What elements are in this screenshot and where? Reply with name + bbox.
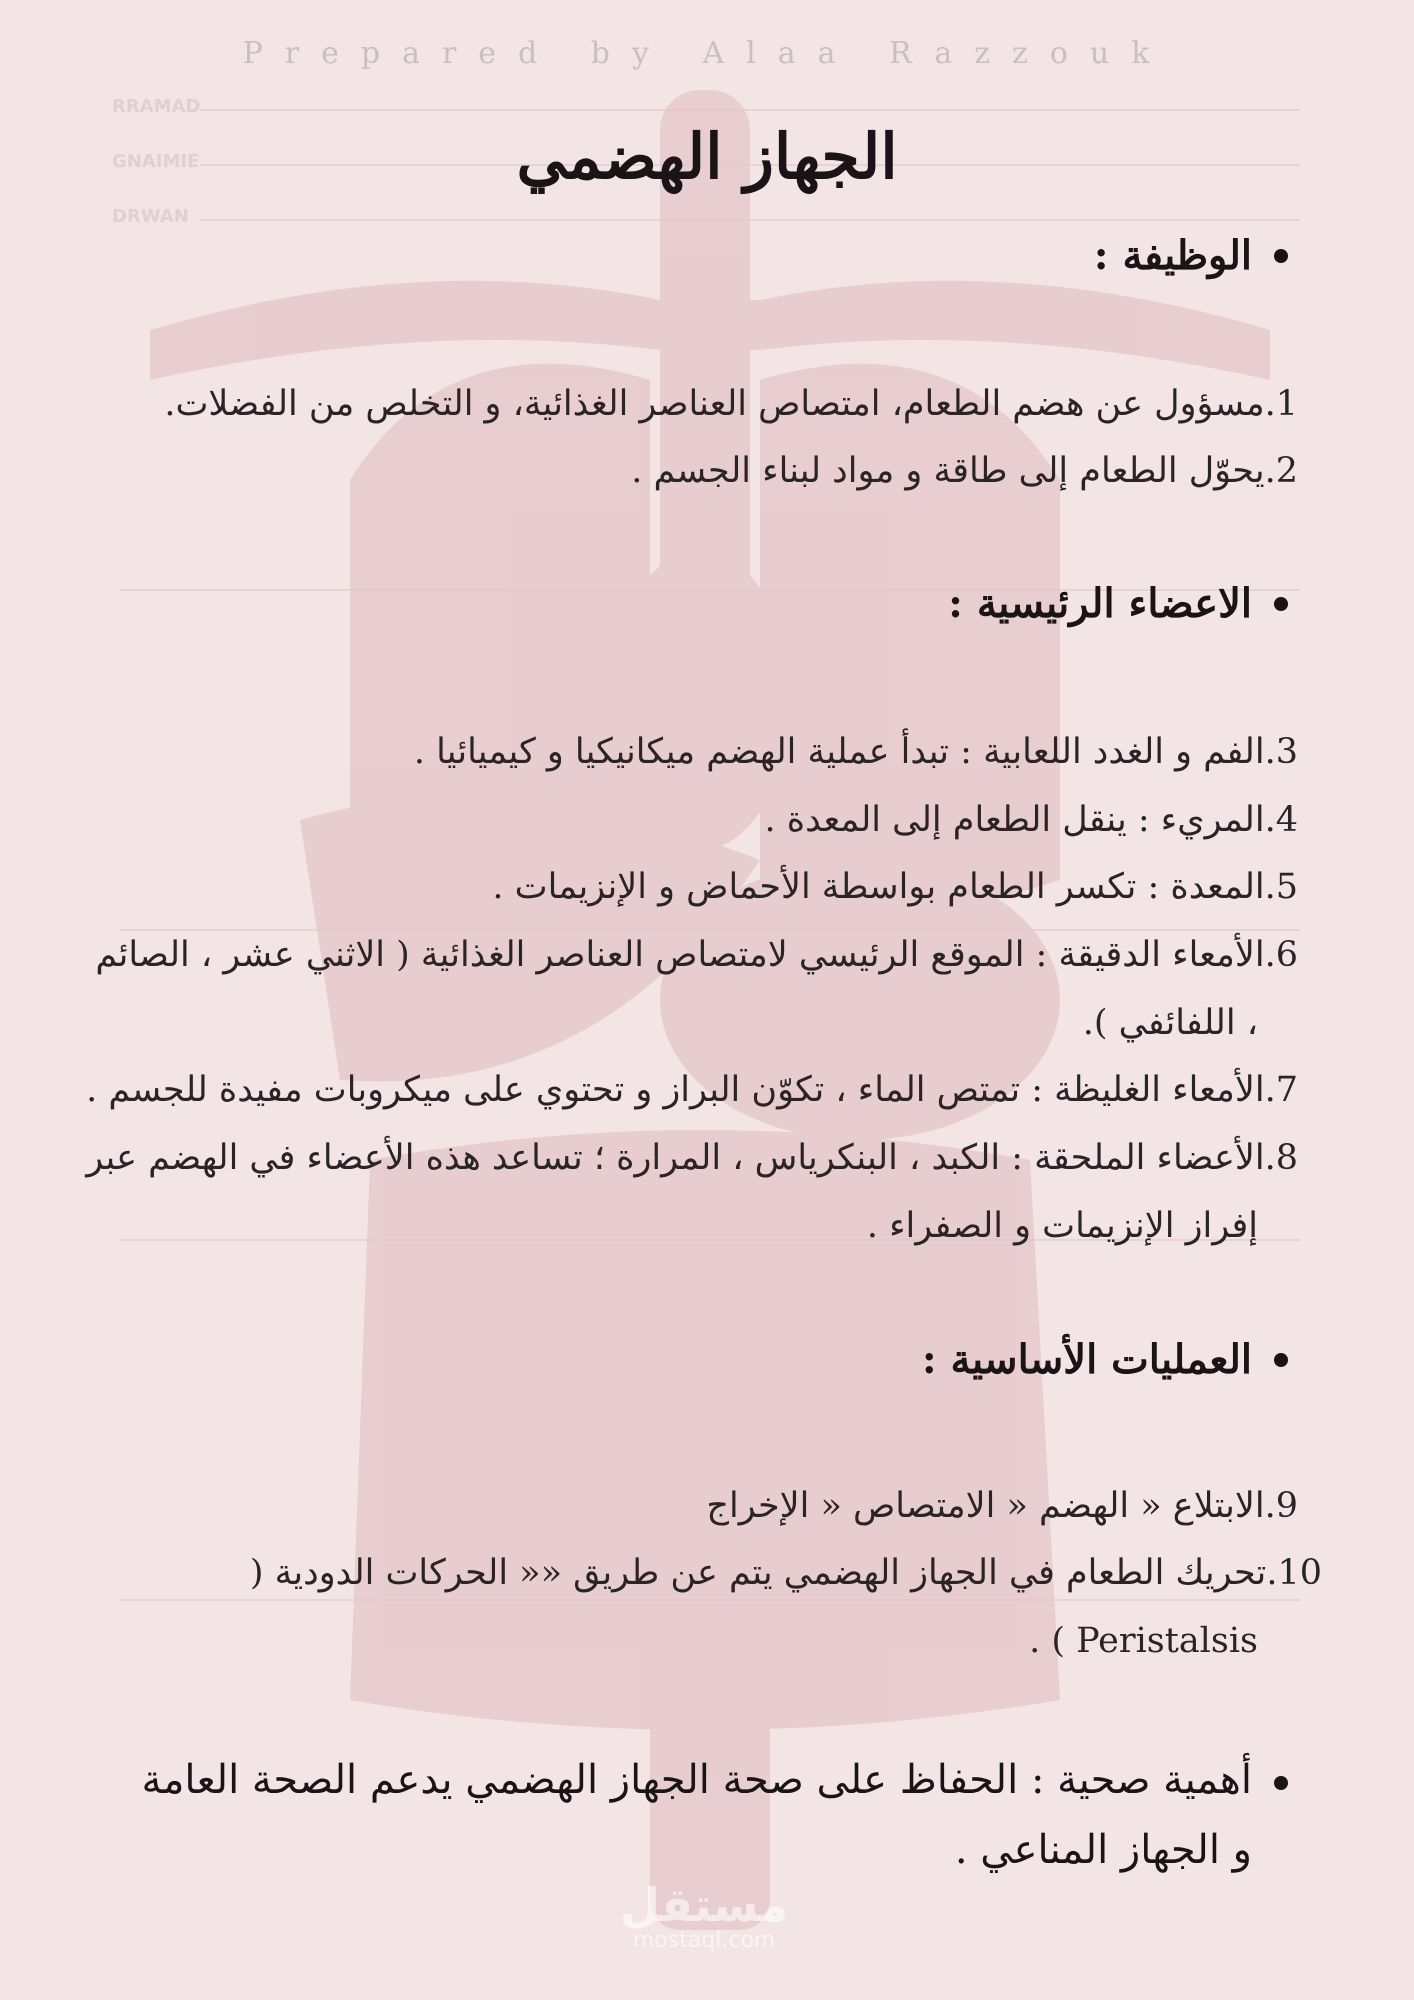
section-heading-processes	[922, 1336, 1288, 1383]
list-item	[30, 1472, 1298, 1540]
item-number: 10.	[1266, 1553, 1322, 1593]
bullet-icon	[1274, 1776, 1288, 1790]
item-text-continuation: إفراز الإنزيمات و الصفراء .	[866, 1206, 1258, 1246]
list-item	[30, 786, 1298, 854]
item-text: تحريك الطعام في الجهاز الهضمي يتم عن طريق «« الحركات الدودية (	[249, 1553, 1267, 1593]
item-text-continuation: ، اللفائفي ).	[1082, 1003, 1258, 1043]
item-number: 2.	[1264, 451, 1298, 491]
item-text: الابتلاع « الهضم « الامتصاص « الإخراج	[706, 1486, 1265, 1526]
health-importance	[54, 1745, 1288, 1885]
brand-watermark	[620, 1878, 789, 1953]
health-text-continuation: و الجهاز المناعي .	[954, 1827, 1252, 1873]
item-text: الأمعاء الدقيقة : الموقع الرئيسي لامتصاص العناصر الغذائية ( الاثني عشر ، الصائم	[95, 935, 1265, 975]
item-number: 9.	[1264, 1486, 1298, 1526]
list-item	[30, 921, 1298, 1057]
bullet-icon	[1274, 249, 1288, 263]
item-text: الفم و الغدد اللعابية : تبدأ عملية الهضم ميكانيكيا و كيميائيا .	[413, 732, 1265, 772]
bg-label-1: RRAMAD	[112, 96, 201, 117]
bullet-icon	[1274, 1353, 1288, 1367]
list-item	[30, 853, 1298, 921]
health-text: أهمية صحية : الحفاظ على صحة الجهاز الهضمي يدعم الصحة العامة	[141, 1757, 1252, 1803]
item-number: 3.	[1264, 732, 1298, 772]
item-text-continuation: Peristalsis ) .	[1029, 1621, 1258, 1661]
item-number: 5.	[1264, 867, 1298, 907]
section-heading-function	[1094, 232, 1288, 279]
item-text: مسؤول عن هضم الطعام، امتصاص العناصر الغذائية، و التخلص من الفضلات.	[164, 384, 1265, 424]
brand-logo: مستقل	[620, 1878, 789, 1932]
list-item	[30, 437, 1298, 505]
item-number: 6.	[1264, 935, 1298, 975]
list-item	[30, 1124, 1298, 1260]
bullet-icon	[1274, 597, 1288, 611]
item-text: الأعضاء الملحقة : الكبد ، البنكرياس ، المرارة ؛ تساعد هذه الأعضاء في الهضم عبر	[86, 1138, 1265, 1178]
item-number: 8.	[1264, 1138, 1298, 1178]
section-heading-label: العمليات الأساسية :	[921, 1336, 1252, 1383]
author-credit: Prepared by Alaa Razzouk	[242, 36, 1172, 71]
section-heading-organs	[948, 580, 1288, 627]
list-item	[30, 1539, 1322, 1675]
list-item	[30, 718, 1298, 786]
item-number: 1.	[1264, 384, 1298, 424]
section-heading-label: الاعضاء الرئيسية :	[948, 580, 1252, 627]
bg-label-2: GNAIMIE	[112, 151, 200, 172]
item-text: المريء : ينقل الطعام إلى المعدة .	[764, 800, 1265, 840]
item-text: المعدة : تكسر الطعام بواسطة الأحماض و الإنزيمات .	[492, 867, 1265, 907]
section-heading-label: الوظيفة :	[1093, 232, 1252, 279]
list-item	[30, 370, 1298, 438]
item-text: الأمعاء الغليظة : تمتص الماء ، تكوّن البراز و تحتوي على ميكروبات مفيدة للجسم .	[86, 1070, 1265, 1110]
brand-url: mostaql.com	[632, 1928, 776, 1953]
list-item	[30, 1056, 1298, 1124]
item-text: يحوّل الطعام إلى طاقة و مواد لبناء الجسم .	[631, 451, 1265, 491]
page-title: الجهاز الهضمي	[516, 120, 898, 193]
bg-label-3: DRWAN	[112, 206, 189, 227]
item-number: 4.	[1264, 800, 1298, 840]
item-number: 7.	[1264, 1070, 1298, 1110]
